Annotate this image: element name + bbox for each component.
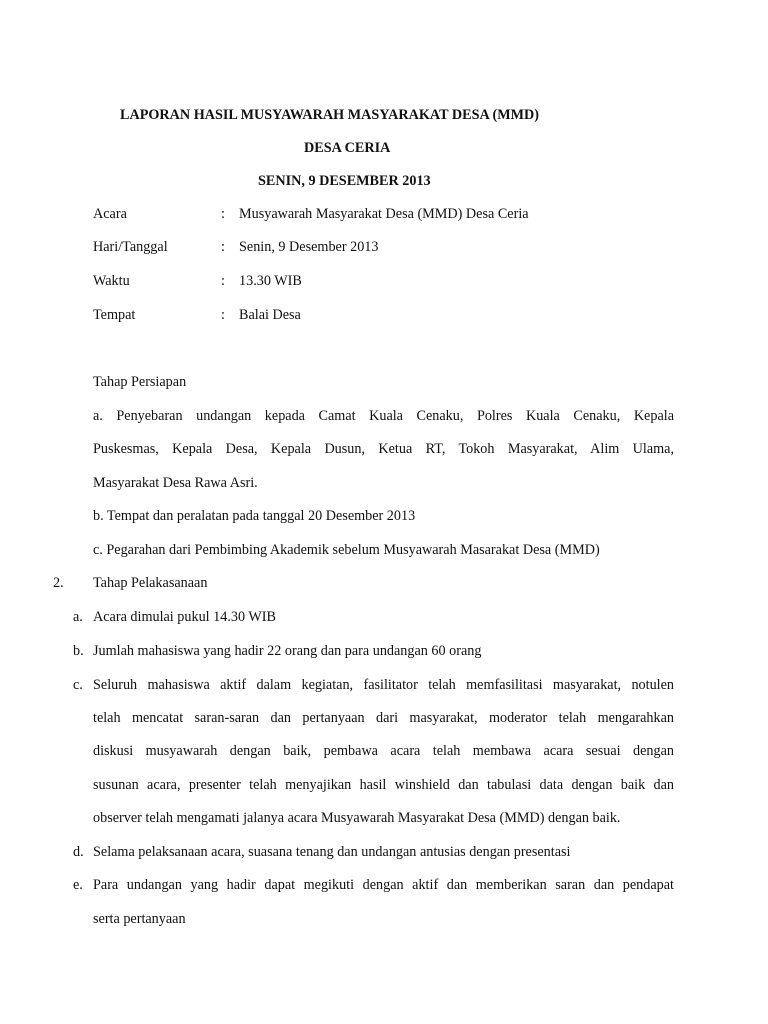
info-value-tempat: Balai Desa <box>239 307 301 323</box>
report-title: LAPORAN HASIL MUSYAWARAH MASYARAKAT DESA (MMD) <box>120 107 539 123</box>
pelaksanaan-item-line: Para undangan yang hadir dapat megikuti dengan aktif dan memberikan saran dan pendapat <box>93 877 674 893</box>
pelaksanaan-item-line: Jumlah mahasiswa yang hadir 22 orang dan para undangan 60 orang <box>93 643 482 659</box>
village-name: DESA CERIA <box>304 140 391 156</box>
list-marker: e. <box>73 877 83 893</box>
persiapan-item-b: b. Tempat dan peralatan pada tanggal 20 Desember 2013 <box>93 508 416 524</box>
section-heading-pelaksanaan: Tahap Pelakasanaan <box>93 575 208 591</box>
persiapan-item-c: c. Pegarahan dari Pembimbing Akademik sebelum Musyawarah Masarakat Desa (MMD) <box>93 542 600 558</box>
info-separator: : <box>221 206 225 222</box>
info-label-tempat: Tempat <box>93 307 136 323</box>
section-number: 2. <box>53 575 64 591</box>
list-marker: a. <box>73 609 83 625</box>
info-separator: : <box>221 239 225 255</box>
pelaksanaan-item-line: Selama pelaksanaan acara, suasana tenang dan undangan antusias dengan presentasi <box>93 844 571 860</box>
list-marker: b. <box>73 643 84 659</box>
pelaksanaan-item-line: Acara dimulai pukul 14.30 WIB <box>93 609 276 625</box>
pelaksanaan-item-line: susunan acara, presenter telah menyajikan hasil winshield dan tabulasi data dengan baik dan <box>93 777 674 793</box>
info-value-acara: Musyawarah Masyarakat Desa (MMD) Desa Ceria <box>239 206 529 222</box>
persiapan-item-a-line: a. Penyebaran undangan kepada Camat Kuala Cenaku, Polres Kuala Cenaku, Kepala <box>93 408 674 424</box>
persiapan-item-a-line: Puskesmas, Kepala Desa, Kepala Dusun, Ketua RT, Tokoh Masyarakat, Alim Ulama, <box>93 441 674 457</box>
pelaksanaan-item-line: telah mencatat saran-saran dan pertanyaan dari masyarakat, moderator telah mengarahkan <box>93 710 674 726</box>
pelaksanaan-item-line: diskusi musyawarah dengan baik, pembawa acara telah membawa acara sesuai dengan <box>93 743 674 759</box>
info-value-waktu: 13.30 WIB <box>239 273 302 289</box>
info-label-acara: Acara <box>93 206 127 222</box>
info-value-hari-tanggal: Senin, 9 Desember 2013 <box>239 239 379 255</box>
info-separator: : <box>221 273 225 289</box>
info-label-waktu: Waktu <box>93 273 130 289</box>
list-marker: c. <box>73 677 83 693</box>
persiapan-item-a-line: Masyarakat Desa Rawa Asri. <box>93 475 258 491</box>
pelaksanaan-item-line: serta pertanyaan <box>93 911 186 927</box>
info-separator: : <box>221 307 225 323</box>
report-date: SENIN, 9 DESEMBER 2013 <box>258 173 431 189</box>
info-label-hari-tanggal: Hari/Tanggal <box>93 239 168 255</box>
list-marker: d. <box>73 844 84 860</box>
pelaksanaan-item-line: observer telah mengamati jalanya acara Musyawarah Masyarakat Desa (MMD) dengan baik. <box>93 810 621 826</box>
pelaksanaan-item-line: Seluruh mahasiswa aktif dalam kegiatan, fasilitator telah memfasilitasi masyarakat, notulen <box>93 677 674 693</box>
section-heading-persiapan: Tahap Persiapan <box>93 374 187 390</box>
